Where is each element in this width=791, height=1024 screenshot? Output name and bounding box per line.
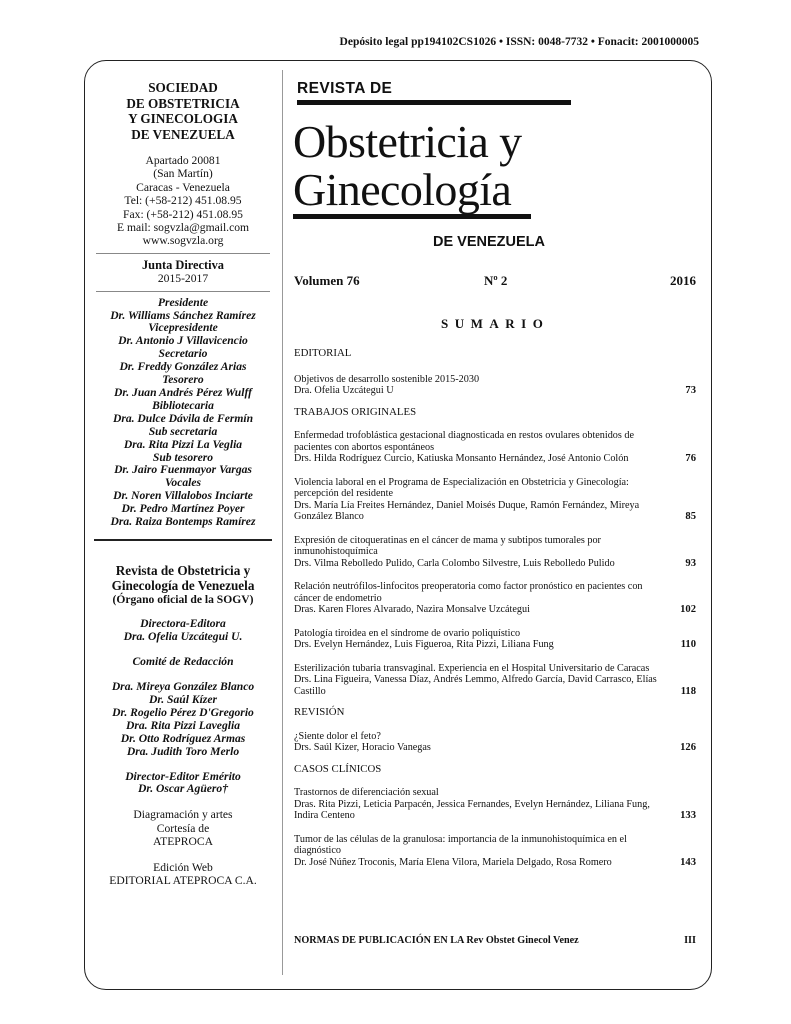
toc-entry[interactable] bbox=[294, 581, 696, 616]
board-role: Secretario bbox=[158, 347, 208, 361]
entry-authors: Drs. Evelyn Hernández, Luis Figueroa, Rita Pizzi, Liliana Fung bbox=[294, 639, 554, 650]
committee-member: Dra. Rita Pizzi Laveglia bbox=[125, 718, 240, 732]
section-originales: TRABAJOS ORIGINALES bbox=[294, 405, 417, 418]
website-link[interactable]: www.sogvzla.org bbox=[142, 234, 224, 248]
emeritus-role: Director-Editor Emérito bbox=[125, 769, 241, 783]
board-list bbox=[90, 297, 276, 529]
board-name: Dr. Noren Villalobos Inciarte bbox=[113, 489, 253, 503]
summary-heading: SUMARIO bbox=[441, 316, 550, 331]
masthead-top: REVISTA DE bbox=[297, 80, 393, 97]
junta-period: 2015-2017 bbox=[157, 272, 209, 286]
entry-title: Patología tiroidea en el síndrome de ovario poliquístico bbox=[294, 627, 521, 639]
entry-title: Violencia laboral en el Programa de Especialización en Obstetricia y Ginecología: percepción del residente bbox=[294, 476, 629, 499]
toc-entry[interactable] bbox=[294, 731, 696, 754]
entry-page: 85 bbox=[685, 511, 696, 522]
section-revision: REVISIÓN bbox=[294, 706, 345, 718]
entry-page: 118 bbox=[680, 685, 696, 697]
entry-page: 102 bbox=[680, 604, 696, 615]
entry-authors: Drs. Hilda Rodríguez Curcio, Katiuska Monsanto Hernández, José Antonio Colón bbox=[294, 453, 629, 464]
entry-authors: Drs. Saúl Kizer, Horacio Vanegas bbox=[294, 742, 431, 753]
board-role: Bibliotecaria bbox=[152, 398, 214, 412]
board-role: Sub tesorero bbox=[152, 450, 214, 464]
publisher-name: EDITORIAL ATEPROCA C.A. bbox=[109, 873, 257, 887]
society-address: Apartado 20081 (San Martín) Caracas - Venezuela Tel: (+58-212) 451.08.95 Fax: (+58-212) 451.08.95 E mail: sogvzla@gmail.com www.sogvzla.org bbox=[90, 154, 276, 248]
masthead-title bbox=[293, 118, 531, 219]
board-role: Tesorero bbox=[162, 373, 204, 387]
normas-page: III bbox=[684, 935, 696, 946]
masthead-bar bbox=[297, 100, 571, 105]
toc-entry[interactable] bbox=[294, 787, 696, 822]
board-role: Presidente bbox=[157, 295, 209, 309]
junta-title: Junta Directiva bbox=[141, 257, 225, 272]
entry-page: 126 bbox=[680, 742, 696, 753]
entry-title: Relación neutrófilos-linfocitos preoperatoria como factor pronóstico en pacientes con cáncer de endometrio bbox=[294, 581, 643, 604]
entry-title: Esterilización tubaria transvaginal. Experiencia en el Hospital Universitario de Caracas bbox=[294, 662, 650, 674]
committee-member: Dra. Mireya González Blanco bbox=[111, 680, 255, 694]
board-name: Dra. Dulce Dávila de Fermín bbox=[112, 411, 254, 425]
committee-title: Comité de Redacción bbox=[132, 655, 234, 669]
column-divider bbox=[282, 70, 283, 975]
board-name: Dr. Pedro Martínez Poyer bbox=[121, 502, 245, 516]
board-name: Dr. Jairo Fuenmayor Vargas bbox=[114, 463, 252, 477]
director-name: Dra. Ofelia Uzcátegui U. bbox=[123, 630, 243, 644]
committee-member: Dr. Otto Rodríguez Armas bbox=[120, 731, 246, 745]
table-of-contents bbox=[294, 348, 696, 868]
official-organ: (Órgano oficial de la SOGV) bbox=[112, 592, 254, 606]
entry-page: 133 bbox=[680, 810, 696, 821]
entry-title: Expresión de citoqueratinas en el cáncer de mama y subtipos tumorales por inmunohistoquímica bbox=[294, 534, 601, 557]
entry-authors: Dras. Karen Flores Alvarado, Nazira Monsalve Uzcátegui bbox=[294, 604, 530, 615]
committee-member: Dra. Judith Toro Merlo bbox=[126, 744, 240, 758]
section-editorial: EDITORIAL bbox=[294, 347, 352, 359]
masthead-line-2: Ginecología bbox=[293, 166, 531, 219]
entry-authors: Dras. Rita Pizzi, Leticia Parpacén, Jessica Fernandes, Evelyn Hernández, Liliana Fung, Indira Centeno bbox=[294, 798, 650, 821]
entry-title: ¿Siente dolor el feto? bbox=[294, 730, 381, 742]
society-name: SOCIEDAD DE OBSTETRICIA Y GINECOLOGIA DE VENEZUELA bbox=[126, 80, 240, 142]
toc-entry[interactable] bbox=[294, 663, 696, 698]
toc-entry[interactable] bbox=[294, 628, 696, 651]
board-name: Dr. Freddy González Arias bbox=[119, 360, 247, 374]
entry-page: 73 bbox=[685, 385, 696, 396]
board-name: Dr. Antonio J Villavicencio bbox=[118, 334, 248, 348]
board-name: Dra. Rita Pizzi La Veglia bbox=[123, 437, 243, 451]
entry-authors: Dra. Ofelia Uzcátegui U bbox=[294, 385, 394, 396]
director-role: Directora-Editora bbox=[140, 617, 226, 631]
board-role: Sub secretaria bbox=[148, 424, 218, 438]
journal-title-sidebar: Revista de Obstetricia y Ginecología de Venezuela bbox=[111, 562, 255, 593]
board-name: Dr. Williams Sánchez Ramírez bbox=[110, 308, 256, 322]
entry-authors: Drs. María Lía Freites Hernández, Daniel Moisés Duque, Ramón Fernández, Mireya González Blanco bbox=[294, 499, 640, 522]
emeritus-name: Dr. Oscar Agüero† bbox=[137, 782, 229, 796]
entry-title: Enfermedad trofoblástica gestacional diagnosticada en restos ovulares obtenidos de pacientes con abortos espontáneos bbox=[294, 430, 635, 453]
toc-entry-normas[interactable] bbox=[294, 935, 696, 946]
email-link[interactable]: E mail: sogvzla@gmail.com bbox=[116, 221, 250, 235]
legal-deposit-line: Depósito legal pp194102CS1026 • ISSN: 0048-7732 • Fonacit: 2001000005 bbox=[339, 36, 699, 48]
volume: Volumen 76 bbox=[294, 273, 360, 288]
toc-entry[interactable] bbox=[294, 834, 696, 869]
committee-member: Dr. Saúl Kízer bbox=[149, 693, 217, 706]
issue-year: 2016 bbox=[670, 273, 696, 288]
toc-entry[interactable] bbox=[294, 535, 696, 570]
board-name: Dr. Juan Andrés Pérez Wulff bbox=[114, 386, 252, 399]
entry-authors: Dr. José Núñez Troconis, María Elena Vilora, Mariela Delgado, Rosa Romero bbox=[294, 856, 612, 868]
layout-credits: Diagramación y artes Cortesía de ATEPROCA bbox=[133, 808, 233, 849]
sidebar-rule bbox=[96, 291, 270, 292]
entry-authors: Drs. Lina Figueira, Vanessa Díaz, Andrés Lemmo, Alfredo García, David Carrasco, Elías Castillo bbox=[294, 674, 657, 697]
entry-title: Tumor de las células de la granulosa: importancia de la inmunohistoquímica en el diagnóstico bbox=[294, 833, 627, 856]
entry-title: Objetivos de desarrollo sostenible 2015-2030 bbox=[294, 373, 480, 385]
entry-page: 76 bbox=[685, 453, 696, 464]
entry-page: 93 bbox=[685, 557, 696, 569]
committee-member: Dr. Rogelio Pérez D'Gregorio bbox=[112, 705, 254, 719]
toc-entry[interactable] bbox=[294, 430, 696, 465]
issue-number: Nº 2 bbox=[484, 273, 508, 288]
toc-entry[interactable] bbox=[294, 477, 696, 523]
board-role: Vocales bbox=[164, 476, 202, 490]
entry-title: Trastornos de diferenciación sexual bbox=[294, 787, 439, 798]
entry-authors: Drs. Vilma Rebolledo Pulido, Carla Colombo Silvestre, Luis Rebolledo Pulido bbox=[294, 557, 615, 569]
board-name: Dra. Raiza Bontemps Ramírez bbox=[110, 515, 256, 529]
masthead-line-1: Obstetricia y bbox=[293, 116, 522, 167]
sidebar-rule bbox=[96, 253, 270, 254]
web-edition-label: Edición Web bbox=[153, 860, 213, 874]
entry-page: 110 bbox=[680, 639, 696, 650]
normas-title: NORMAS DE PUBLICACIÓN EN LA Rev Obstet Ginecol Venez bbox=[294, 935, 579, 946]
masthead-subtitle: DE VENEZUELA bbox=[433, 234, 545, 250]
sidebar bbox=[90, 80, 276, 887]
board-role: Vicepresidente bbox=[148, 321, 218, 335]
section-casos: CASOS CLÍNICOS bbox=[294, 762, 382, 775]
entry-page: 143 bbox=[680, 856, 696, 868]
committee-list bbox=[90, 681, 276, 758]
toc-entry[interactable] bbox=[294, 374, 696, 397]
sidebar-thick-rule bbox=[94, 539, 272, 541]
